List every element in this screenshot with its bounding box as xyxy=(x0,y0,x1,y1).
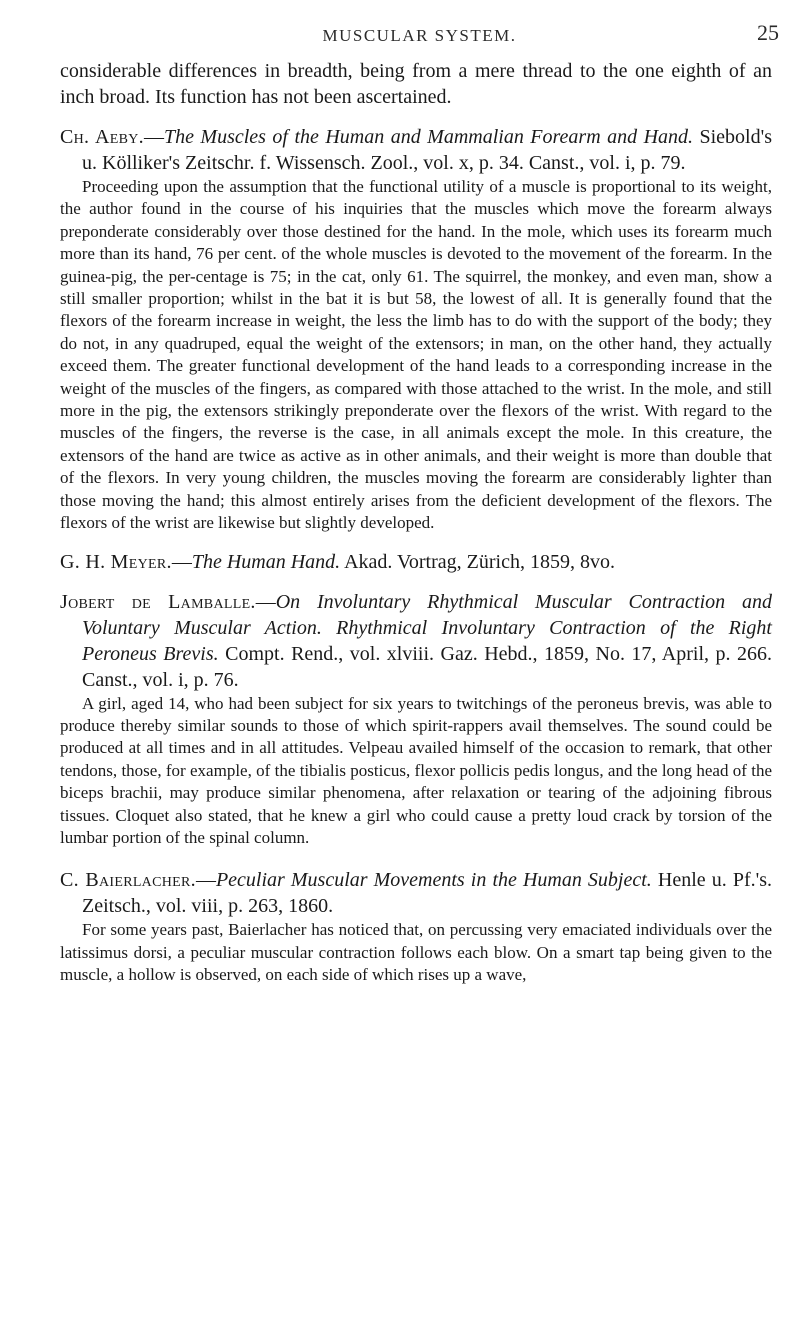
meyer-source: Akad. Vortrag, Zürich, 1859, 8vo. xyxy=(340,550,615,573)
aeby-author: Ch. Aeby. xyxy=(60,126,144,148)
spacer xyxy=(60,575,772,589)
baierlacher-reference xyxy=(60,867,772,919)
meyer-reference xyxy=(60,549,772,575)
spacer xyxy=(60,849,772,867)
jobert-title: On Involuntary Rhythmical Muscular Contraction and Voluntary Muscular Action. Rhythmical Involuntary Contraction of the Right Peroneus Brevis. xyxy=(82,590,772,665)
jobert-abstract: A girl, aged 14, who had been subject for six years to twitchings of the peroneus brevis, was able to produce thereby similar sounds to those of which spirit-rappers avail themselves. The sound could be produced at all times and in all attitudes. Velpeau availed himself of the occasion to remark, that other tendons, those, for example, of the tibialis posticus, flexor pollicis pedis longus, and the long head of the biceps brachii, may produce similar phenomena, after relaxation or tearing of the adjoining fibrous tissues. Cloquet also stated, that he knew a girl who could cause a pretty loud crack by torsion of the lumbar portion of the spinal column. xyxy=(60,693,772,847)
jobert-reference xyxy=(60,589,772,693)
aeby-source: Siebold's u. Kölliker's Zeitschr. f. Wissensch. Zool., vol. x, p. 34. Canst., vol. i, p. 79. xyxy=(82,126,772,174)
intro-paragraph: considerable differences in breadth, being from a mere thread to the one eighth of an inch broad. Its function has not been ascertained. xyxy=(60,60,772,108)
baierlacher-source: Henle u. Pf.'s. Zeitsch., vol. viii, p. 263, 1860. xyxy=(82,869,772,918)
aeby-dash: — xyxy=(143,126,164,148)
baierlacher-title: Peculiar Muscular Movements in the Human Subject. xyxy=(215,869,652,892)
baierlacher-dash: — xyxy=(195,869,216,892)
aeby-abstract: Proceeding upon the assumption that the functional utility of a muscle is proportional to its weight, the author found in the course of his inquiries that the muscles which move the forearm always preponderate considerably over those destined for the hand. In the mole, which uses its forearm much more than its hand, 76 per cent. of the whole muscles is devoted to the movement of the forearm. In the guinea-pig, the per-centage is 75; in the cat, only 61. The squirrel, the monkey, and even man, show a still smaller proportion; whilst in the bat it is but 58, the lowest of all. It is generally found that the flexors of the forearm increase in weight, the less the limb has to do with the support of the body; they do not, in any quadruped, equal the weight of the extensors; in man, on the other hand, they actually exceed them. The greater functional development of the hand leads to a corresponding increase in the weight of the muscles of the fingers, as compared with those attached to the wrist. In the mole, and still more in the pig, the extensors strikingly preponderate over the flexors of the wrist. With regard to the muscles of the fingers, the reverse is the case, in all animals except the mole. In this creature, the extensors of the hand are twice as active as in other animals, and their weight is more than double that of the flexors. In very young children, the muscles moving the forearm are considerably lighter than those moving the hand; this almost entirely arises from the deficient development of the flexors. The flexors of the wrist are likewise but slightly developed. xyxy=(60,177,772,533)
jobert-author: Jobert de Lamballe. xyxy=(60,590,256,613)
meyer-dash: — xyxy=(171,550,192,573)
jobert-source: Compt. Rend., vol. xlviii. Gaz. Hebd., 1859, No. 17, April, p. 266. Canst., vol. i, p. 76. xyxy=(82,642,772,691)
meyer-author: G. H. Meyer. xyxy=(60,550,172,573)
meyer-title: The Human Hand. xyxy=(191,550,341,573)
baierlacher-abstract: For some years past, Baierlacher has noticed that, on percussing very emaciated individuals over the latissimus dorsi, a peculiar muscular contraction follows each blow. On a smart tap being given to the muscle, a hollow is observed, on each side of which rises up a wave, xyxy=(60,920,772,985)
running-title: MUSCULAR SYSTEM. xyxy=(322,26,517,45)
page-content xyxy=(60,58,772,987)
aeby-reference xyxy=(60,124,772,176)
spacer xyxy=(60,110,772,124)
aeby-title: The Muscles of the Human and Mammalian Forearm and Hand. xyxy=(163,126,694,148)
running-head xyxy=(60,20,779,50)
jobert-dash: — xyxy=(255,590,276,613)
page-number: 25 xyxy=(757,20,779,45)
spacer xyxy=(60,535,772,549)
baierlacher-author: C. Baierlacher. xyxy=(60,869,196,892)
